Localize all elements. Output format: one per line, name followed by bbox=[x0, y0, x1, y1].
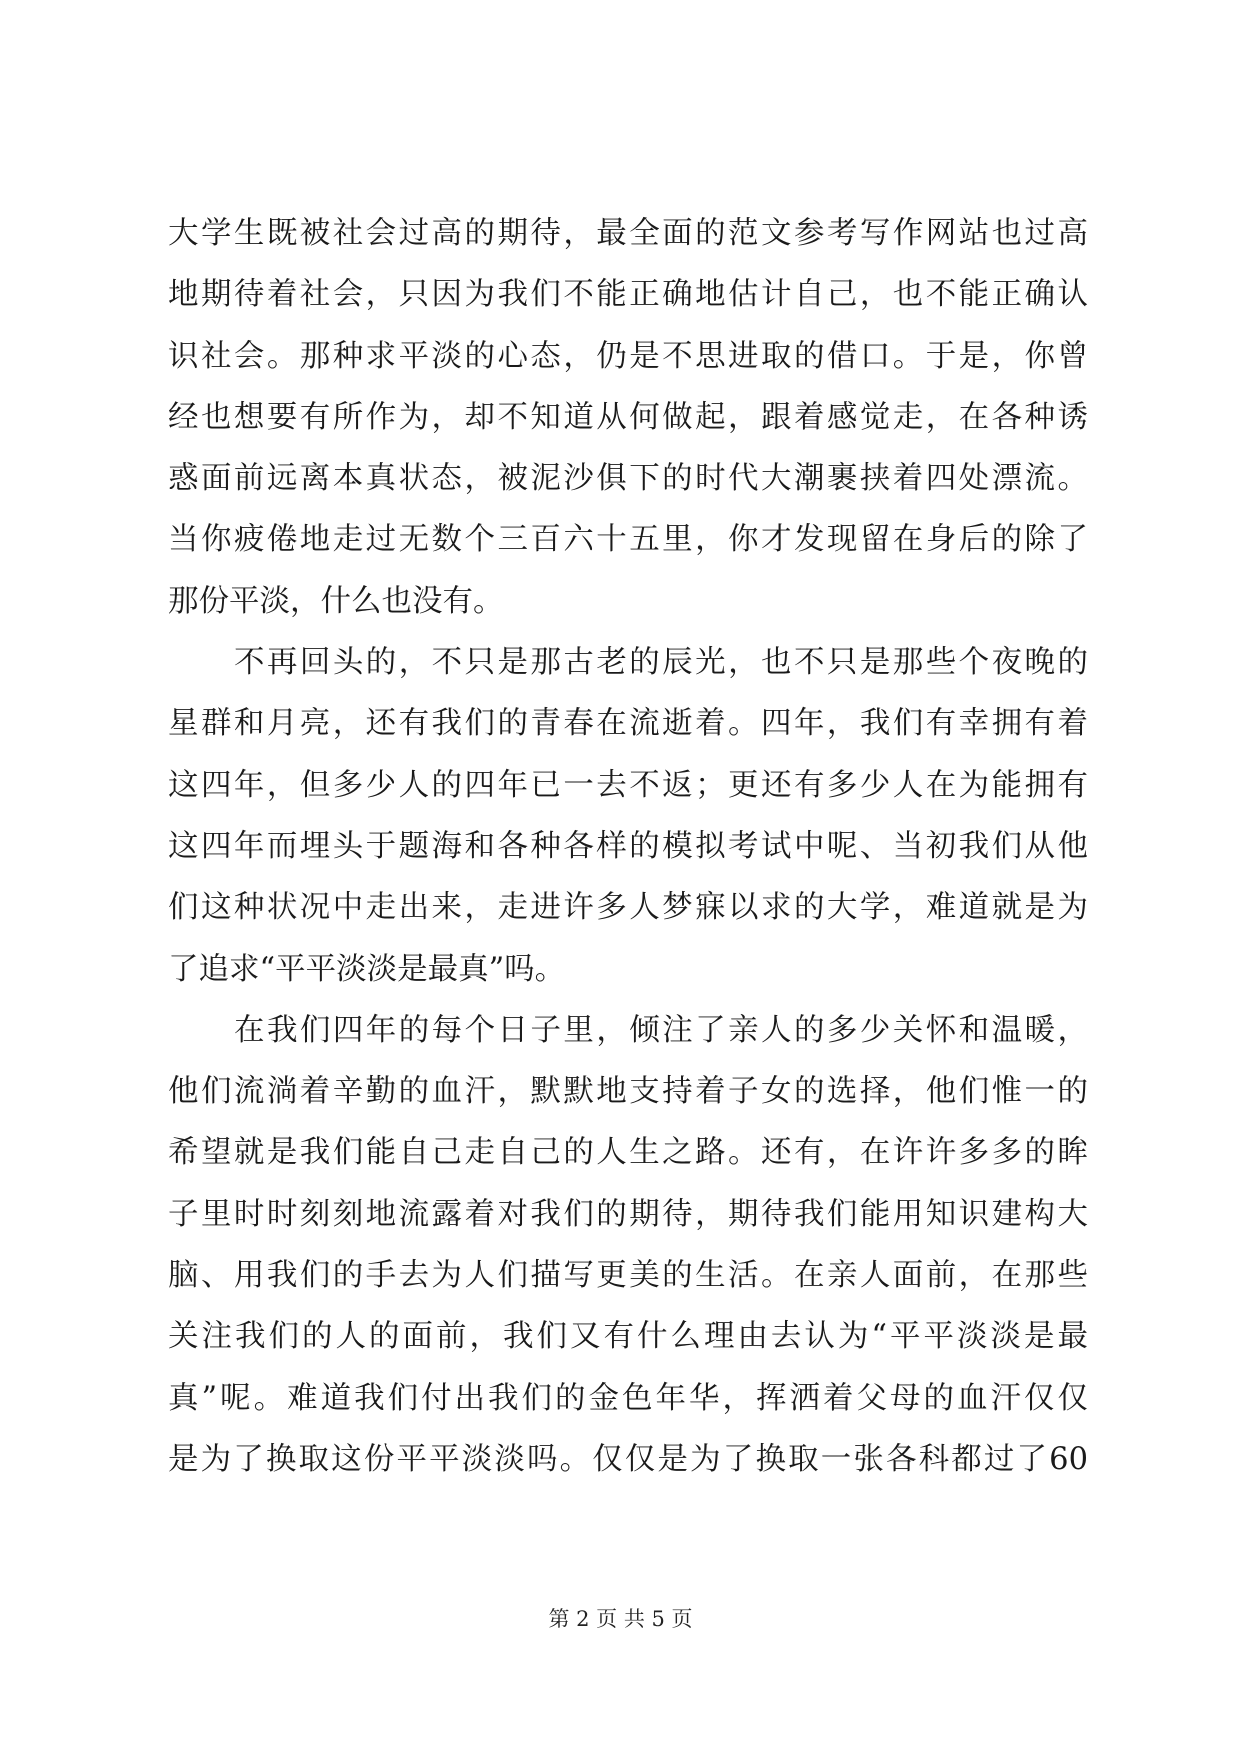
text-line: 那份平淡，什么也没有。 bbox=[168, 583, 504, 619]
page-footer bbox=[0, 1604, 1241, 1634]
text-line: 惑面前远离本真状态，被泥沙俱下的时代大潮裹挟着四处漂流。 bbox=[168, 461, 1088, 497]
text-line: 地期待着社会，只因为我们不能正确地估计自己，也不能正确认 bbox=[168, 277, 1088, 313]
text-line: 了追求“平平淡淡是最真”吗。 bbox=[168, 951, 566, 987]
text-line: 这四年，但多少人的四年已一去不返；更还有多少人在为能拥有 bbox=[168, 767, 1088, 803]
text-line: 星群和月亮，还有我们的青春在流逝着。四年，我们有幸拥有着 bbox=[168, 706, 1088, 742]
paragraph-first-line: 在我们四年的每个日子里，倾注了亲人的多少关怀和温暖， bbox=[234, 1012, 1088, 1048]
text-line: 们这种状况中走出来，走进许多人梦寐以求的大学，难道就是为 bbox=[168, 890, 1088, 926]
text-line: 识社会。那种求平淡的心态，仍是不思进取的借口。于是，你曾 bbox=[168, 338, 1088, 374]
text-line: 子里时时刻刻地流露着对我们的期待，期待我们能用知识建构大 bbox=[168, 1196, 1088, 1232]
text-line: 脑、用我们的手去为人们描写更美的生活。在亲人面前，在那些 bbox=[168, 1258, 1088, 1294]
text-line: 他们流淌着辛勤的血汗，默默地支持着子女的选择，他们惟一的 bbox=[168, 1074, 1088, 1110]
text-line: 真”呢。难道我们付出我们的金色年华，挥洒着父母的血汗仅仅 bbox=[168, 1380, 1088, 1416]
body-text bbox=[168, 203, 1088, 1490]
paragraph-first-line: 不再回头的，不只是那古老的辰光，也不只是那些个夜晚的 bbox=[234, 645, 1088, 681]
text-line: 大学生既被社会过高的期待，最全面的范文参考写作网站也过高 bbox=[168, 216, 1088, 251]
text-line: 这四年而埋头于题海和各种各样的模拟考试中呢、当初我们从他 bbox=[168, 828, 1088, 864]
text-line: 关注我们的人的面前，我们又有什么理由去认为“平平淡淡是最 bbox=[168, 1319, 1088, 1355]
text-line: 希望就是我们能自己走自己的人生之路。还有，在许许多多的眸 bbox=[168, 1135, 1088, 1171]
text-line: 经也想要有所作为，却不知道从何做起，跟着感觉走，在各种诱 bbox=[168, 399, 1088, 435]
text-line: 是为了换取这份平平淡淡吗。仅仅是为了换取一张各科都过了60 bbox=[168, 1441, 1088, 1477]
text-line: 当你疲倦地走过无数个三百六十五里，你才发现留在身后的除了 bbox=[168, 522, 1088, 558]
page-indicator: 第 2 页 共 5 页 bbox=[548, 1607, 693, 1631]
